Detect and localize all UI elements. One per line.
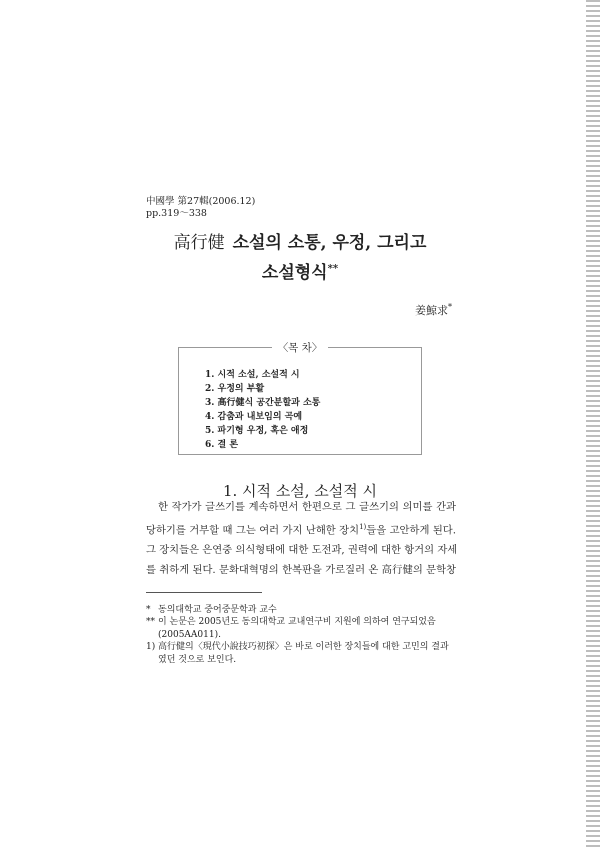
journal-volume: 中國學 第27輯(2006.12) xyxy=(146,196,256,207)
table-of-contents xyxy=(178,342,422,455)
footnote-mark: 1) xyxy=(146,642,156,653)
author-footnote-mark: * xyxy=(448,302,452,312)
footnote-text: 동의대학교 중어중문학과 교수 xyxy=(158,605,277,615)
journal-info xyxy=(146,196,255,220)
paper-title-line2 xyxy=(0,258,600,283)
title-hanja: 高行健 xyxy=(173,233,225,253)
footnote-ref: 1) xyxy=(359,523,367,531)
body-line: 당하기를 거부할 때 그는 여러 가지 난해한 장치$^{1)}$들을 고안하게 된다. xyxy=(146,523,456,537)
footnote-divider xyxy=(146,592,262,593)
footnote-mark: ** xyxy=(146,617,155,628)
body-line: 를 취하게 된다. 문화대혁명의 한복판을 가로질러 온 高行健의 문학창 xyxy=(146,564,456,577)
author xyxy=(415,302,452,318)
paper-title-line1 xyxy=(0,228,600,253)
toc-list xyxy=(205,368,320,452)
footnote-text: 이 논문은 2005년도 동의대학교 교내연구비 지원에 의하여 연구되었음 (2005AA011). xyxy=(158,617,436,640)
title-korean-2: 소설형식 xyxy=(261,263,328,283)
body-line: 그 장치들은 은연중 의식형태에 대한 도전과, 권력에 대한 항거의 자세 xyxy=(146,544,458,557)
footnote xyxy=(146,616,456,641)
body-line: 한 작가가 글쓰기를 계속하면서 한편으로 그 글쓰기의 의미를 간과 xyxy=(158,501,456,513)
footnote-mark: * xyxy=(146,605,151,615)
toc-item: 1. 시적 소설, 소설적 시 xyxy=(205,370,300,380)
footnotes xyxy=(146,604,456,666)
footnote xyxy=(146,604,456,616)
footnote xyxy=(146,641,456,666)
section-heading: 1. 시적 소설, 소설적 시 xyxy=(222,482,378,500)
title-korean-1: 소설의 소통, 우정, 그리고 xyxy=(232,233,427,253)
journal-pages: pp.319～338 xyxy=(146,208,207,219)
toc-item: 3. 高行健식 공간분할과 소통 xyxy=(205,398,321,408)
toc-item: 2. 우정의 부활 xyxy=(205,384,265,394)
author-name: 姜鯨求 xyxy=(415,304,448,317)
footnote-text: 高行健의〈現代小說技巧初探〉은 바로 이러한 장치들에 대한 고민의 결과였던 것으로 보인다. xyxy=(158,642,449,665)
title-footnote-mark: ** xyxy=(327,263,339,275)
page-edge-rule xyxy=(586,0,600,848)
toc-item: 5. 파기형 우정, 혹은 애정 xyxy=(205,426,309,436)
toc-heading: 〈목 차〉 xyxy=(179,340,421,355)
toc-item: 6. 결 론 xyxy=(205,440,239,450)
toc-item: 4. 감춤과 내보임의 곡예 xyxy=(205,412,303,422)
body-paragraph xyxy=(146,497,456,580)
